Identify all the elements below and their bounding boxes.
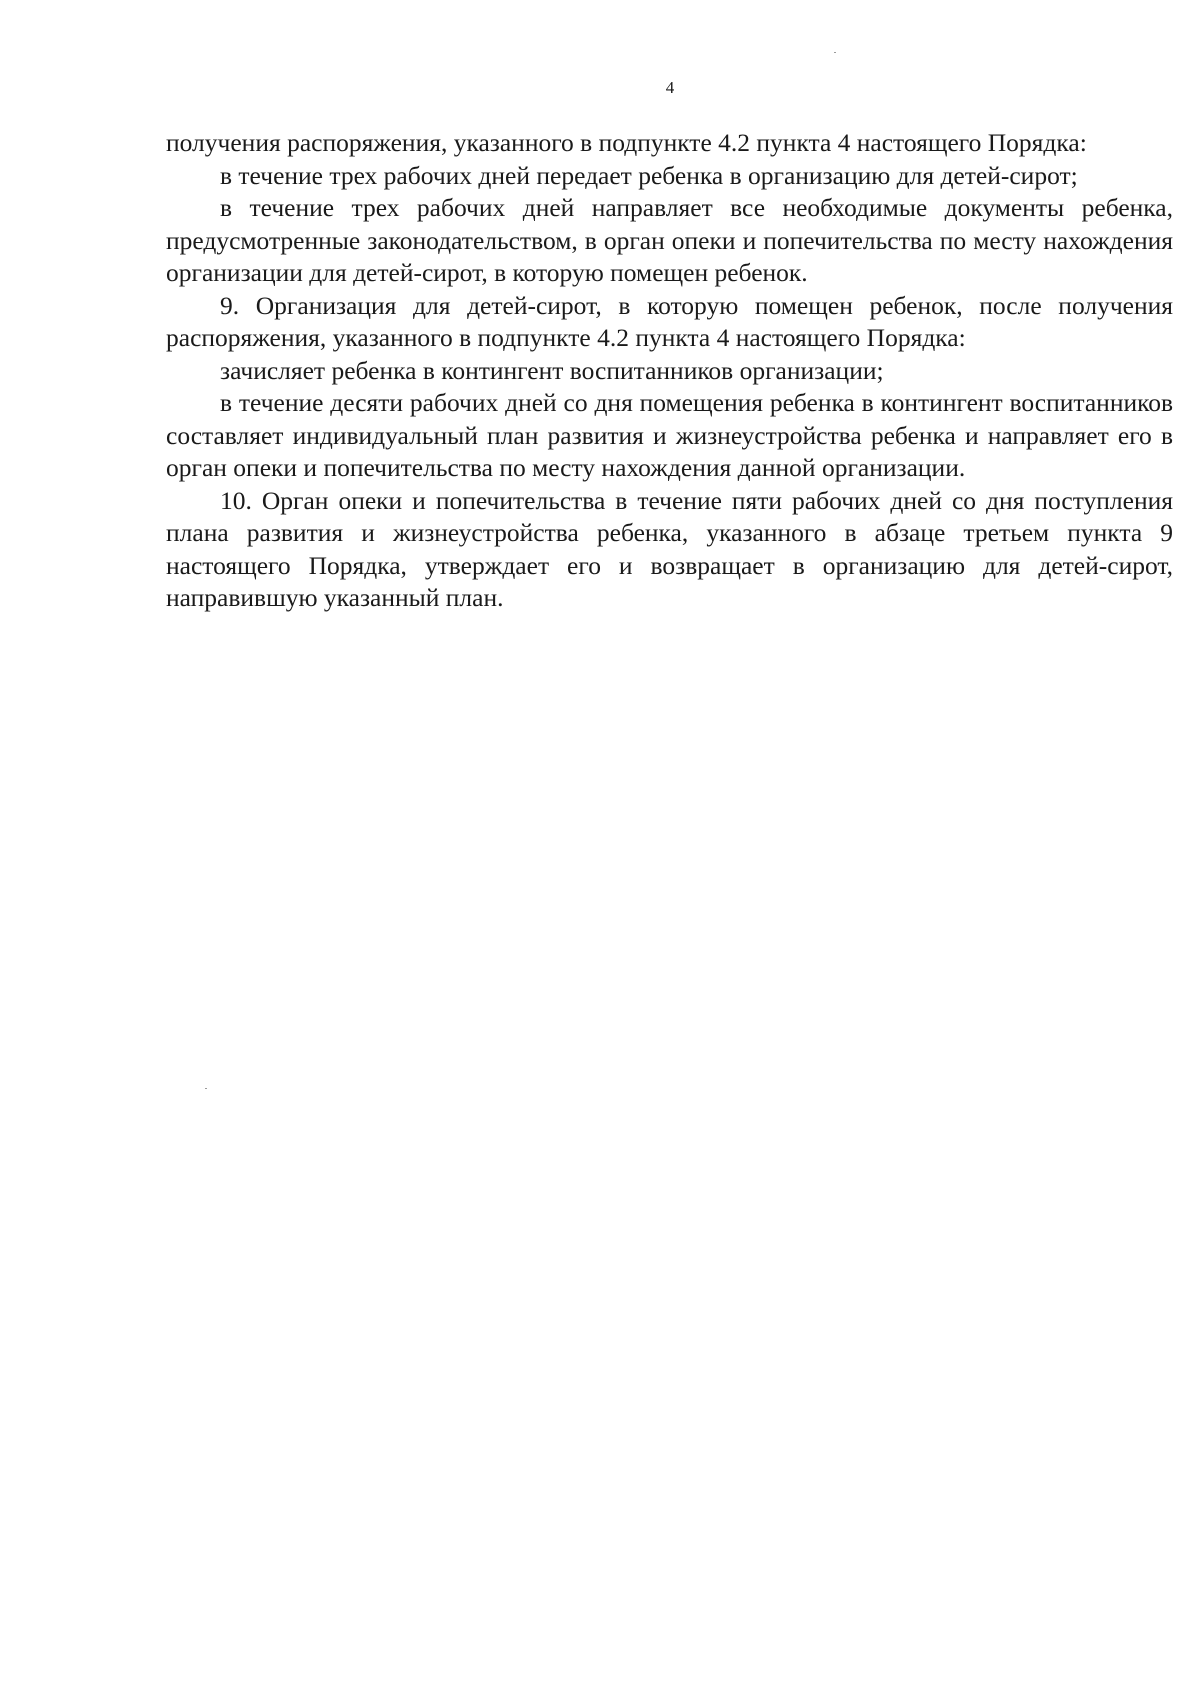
paragraph-item-9: 9. Организация для детей-сирот, в которую помещен ребенок, после получения распоряжения, указанного в подпункте 4.2 пункта 4 настоящего Порядка: xyxy=(166,290,1173,352)
paragraph-development-plan: в течение десяти рабочих дней со дня помещения ребенка в контингент воспитанников составляет индивидуальный план развития и жизнеустройства ребенка и направляет его в орган опеки и попечительства по месту нахождения данной организации. xyxy=(166,388,1173,482)
paragraph-item-10: 10. Орган опеки и попечительства в течение пяти рабочих дней со дня поступления плана развития и жизнеустройства ребенка, указанного в абзаце третьем пункта 9 настоящего Порядка, утверждает его и возвращает в организацию для детей-сирот, направившую указанный план. xyxy=(166,485,1173,612)
page-number: 4 xyxy=(665,78,675,97)
scan-speck xyxy=(205,1088,207,1089)
paragraph-send-documents: в течение трех рабочих дней направляет все необходимые документы ребенка, предусмотренные законодательством, в орган опеки и попечительства по месту нахождения организации для детей-сирот, в которую помещен ребенок. xyxy=(166,193,1173,287)
paragraph-transfer-child: в течение трех рабочих дней передает ребенка в организацию для детей-сирот; xyxy=(220,160,1078,190)
scan-speck xyxy=(834,52,836,53)
paragraph-continuation: получения распоряжения, указанного в подпункте 4.2 пункта 4 настоящего Порядка: xyxy=(166,128,1087,157)
document-body xyxy=(166,127,1173,615)
paragraph-enroll-child: зачисляет ребенка в контингент воспитанников организации; xyxy=(220,355,884,385)
